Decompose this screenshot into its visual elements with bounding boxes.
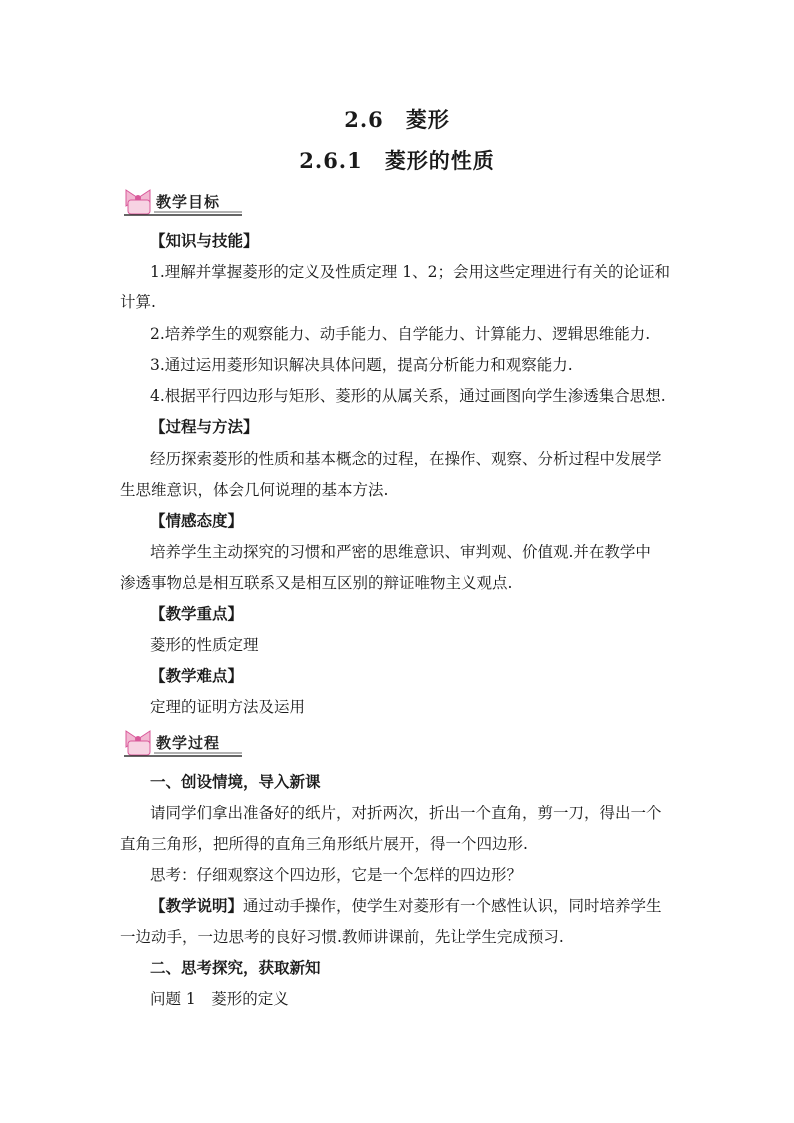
paragraph-line: 1.理解并掌握菱形的定义及性质定理 1、2；会用这些定理进行有关的论证和 xyxy=(150,263,670,281)
note-text: 通过动手操作，使学生对菱形有一个感性认识，同时培养学生 xyxy=(243,897,662,915)
emotion-heading: 【情感态度】 xyxy=(150,511,244,530)
paragraph-line: 2.培养学生的观察能力、动手能力、自学能力、计算能力、逻辑思维能力. xyxy=(150,325,651,343)
paragraph-line: 4.根据平行四边形与矩形、菱形的从属关系，通过画图向学生渗透集合思想. xyxy=(150,387,666,405)
knowledge-heading: 【知识与技能】 xyxy=(150,231,259,250)
paragraph-line: 培养学生主动探究的习惯和严密的思维意识、审判观、价值观.并在教学中 xyxy=(150,543,651,561)
key-point-heading: 【教学重点】 xyxy=(150,604,244,623)
paragraph-line: 思考：仔细观察这个四边形，它是一个怎样的四边形？ xyxy=(150,866,523,884)
paragraph-line: 3.通过运用菱形知识解决具体问题，提高分析能力和观察能力. xyxy=(150,356,573,374)
subsection-title: 2.6.1 菱形的性质 xyxy=(299,148,495,173)
section-heading: 二、思考探究，获取新知 xyxy=(150,958,321,977)
paragraph-line: 直角三角形，把所得的直角三角形纸片展开，得一个四边形. xyxy=(120,835,528,853)
section-heading: 一、创设情境，导入新课 xyxy=(150,772,321,791)
method-heading: 【过程与方法】 xyxy=(150,417,259,436)
paragraph-line: 菱形的性质定理 xyxy=(150,636,259,654)
banner-label: 教学过程 xyxy=(156,734,221,752)
paragraph-line: 问题 1 菱形的定义 xyxy=(150,990,289,1008)
paragraph-line: 渗透事物总是相互联系又是相互区别的辩证唯物主义观点. xyxy=(120,574,513,592)
banner-label: 教学目标 xyxy=(156,193,221,211)
paragraph-line: 经历探索菱形的性质和基本概念的过程，在操作、观察、分析过程中发展学 xyxy=(150,450,662,468)
difficulty-heading: 【教学难点】 xyxy=(150,666,244,685)
paragraph-line: 一边动手，一边思考的良好习惯.教师讲课前，先让学生完成预习. xyxy=(120,928,564,946)
paragraph-line: 定理的证明方法及运用 xyxy=(150,698,306,716)
note-label: 【教学说明】 xyxy=(150,896,244,915)
goals-banner xyxy=(118,186,246,218)
section-title: 2.6 菱形 xyxy=(344,107,450,132)
paragraph-line: 请同学们拿出准备好的纸片，对折两次，折出一个直角，剪一刀，得出一个 xyxy=(150,804,662,822)
teaching-note xyxy=(150,894,710,916)
paragraph-line: 计算. xyxy=(120,293,156,311)
paragraph-line: 生思维意识，体会几何说理的基本方法. xyxy=(120,481,389,499)
process-banner xyxy=(118,727,246,759)
